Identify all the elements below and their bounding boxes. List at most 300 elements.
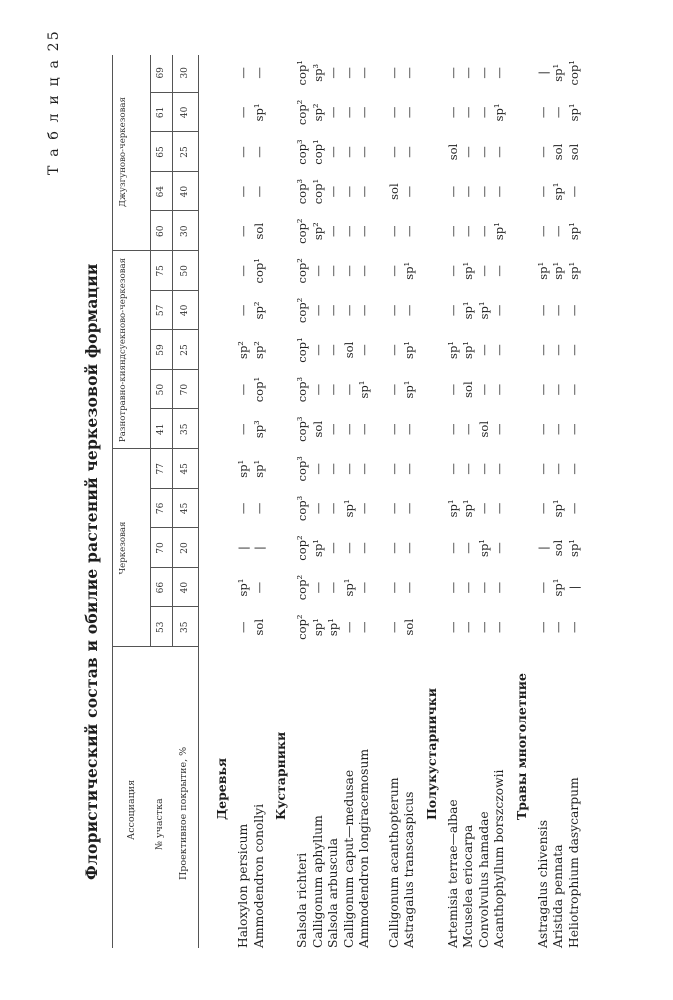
species-name: Haloxylon persicum	[236, 823, 250, 948]
abundance-cell: —	[236, 106, 250, 119]
abundance-cell: —	[341, 225, 356, 237]
rule-col	[150, 408, 198, 409]
abundance-cell: —	[357, 344, 371, 356]
coverage-value: 40	[180, 581, 190, 594]
rule-header-bottom	[198, 55, 199, 948]
abundance-cell	[551, 489, 565, 529]
plot-number: 61	[156, 106, 166, 119]
abundance-cell: —	[236, 265, 250, 277]
abundance-cell	[236, 330, 250, 370]
abundance-value: sp¹	[551, 499, 565, 518]
abundance-cell: sol	[386, 183, 401, 200]
abundance-cell: —	[535, 344, 550, 356]
abundance-cell: sol	[251, 222, 266, 240]
abundance-value: cop²	[295, 574, 309, 601]
rule-col	[150, 210, 198, 211]
abundance-cell: —	[535, 225, 550, 237]
abundance-cell: —	[326, 463, 340, 475]
abundance-cell	[461, 251, 475, 291]
abundance-value: sp¹	[551, 261, 565, 280]
abundance-cell: —	[402, 463, 416, 475]
abundance-cell: —	[445, 621, 460, 633]
abundance-cell: —	[445, 304, 460, 317]
species-name: Ammodendron longiracemosum	[357, 748, 371, 948]
abundance-cell: —	[386, 106, 401, 119]
abundance-cell: —	[236, 423, 250, 435]
abundance-cell: —	[402, 542, 416, 554]
abundance-cell: —	[386, 344, 401, 356]
abundance-cell: —	[402, 304, 416, 317]
abundance-cell	[461, 330, 475, 370]
abundance-value: sp²	[251, 301, 266, 320]
abundance-cell: —	[236, 146, 250, 158]
abundance-value: cop²	[295, 535, 309, 561]
abundance-cell	[567, 53, 581, 93]
abundance-cell	[402, 330, 416, 370]
abundance-cell: —	[461, 225, 475, 237]
abundance-value: sp¹	[236, 578, 250, 597]
coverage-value: 40	[180, 106, 190, 119]
abundance-cell: —	[445, 106, 460, 119]
abundance-cell: —	[492, 383, 506, 396]
abundance-cell: —	[566, 621, 581, 633]
abundance-cell	[461, 291, 475, 331]
abundance-value: cop¹	[251, 376, 266, 403]
abundance-cell: —	[310, 502, 325, 515]
abundance-cell: —	[492, 304, 506, 317]
plot-number: 64	[156, 185, 166, 198]
abundance-cell: —	[566, 185, 581, 198]
abundance-cell: —	[251, 146, 266, 158]
abundance-value: cop³	[295, 376, 309, 403]
coverage-value: 30	[180, 225, 190, 237]
abundance-cell: —	[386, 265, 401, 277]
abundance-cell: —	[402, 225, 416, 237]
coverage-value: 45	[180, 463, 190, 475]
abundance-cell	[446, 330, 460, 370]
abundance-cell: —	[251, 185, 266, 198]
abundance-cell: —	[445, 423, 460, 435]
abundance-value: cop²	[295, 297, 309, 324]
rule-col	[150, 171, 198, 172]
abundance-cell: —	[326, 304, 340, 317]
abundance-value: sp¹	[251, 459, 266, 478]
abundance-value: cop¹	[310, 139, 325, 165]
abundance-value: sp¹	[310, 539, 325, 557]
abundance-cell: —	[492, 146, 506, 158]
abundance-cell: —	[386, 542, 401, 554]
abundance-cell	[295, 93, 309, 133]
rule-col	[150, 567, 198, 568]
abundance-cell: sol	[341, 341, 356, 359]
category-heading: Кустарники	[273, 731, 288, 820]
abundance-cell: —	[326, 225, 340, 237]
abundance-cell: —	[566, 463, 581, 475]
abundance-cell: —	[551, 423, 565, 435]
rule-col	[150, 369, 198, 370]
abundance-cell: —	[461, 621, 475, 633]
abundance-cell: —	[551, 621, 565, 633]
abundance-cell: —	[492, 185, 506, 198]
abundance-cell	[567, 528, 581, 568]
species-name: Mcuselea eriocarpa	[461, 824, 475, 948]
abundance-cell: —	[357, 146, 371, 158]
abundance-cell: sol	[476, 420, 491, 438]
abundance-cell: —	[326, 265, 340, 277]
species-name: Astragalus chivensis	[535, 819, 550, 948]
abundance-value: sp¹	[476, 301, 491, 320]
abundance-value: sp¹	[551, 182, 565, 201]
abundance-cell	[551, 172, 565, 212]
plot-number: 69	[156, 67, 166, 79]
abundance-cell: —	[476, 581, 491, 594]
group-label: Разнотравно-кияндсуекново-черкезовая	[118, 257, 128, 443]
abundance-value: sp¹	[566, 261, 581, 280]
coverage-value: 70	[180, 383, 190, 396]
abundance-value: cop³	[295, 178, 309, 205]
abundance-cell	[461, 489, 475, 529]
abundance-cell: —	[492, 463, 506, 475]
rule-top	[112, 55, 113, 948]
rule-col	[150, 131, 198, 132]
abundance-value: sp¹	[461, 261, 475, 280]
abundance-cell: —	[386, 304, 401, 317]
abundance-cell: sol	[461, 381, 475, 398]
species-name: Artemisia terrae—albae	[445, 799, 460, 948]
plot-number: 70	[156, 542, 166, 554]
abundance-cell: —	[476, 463, 491, 475]
abundance-cell: —	[551, 225, 565, 237]
abundance-value: cop³	[295, 456, 309, 482]
abundance-cell: —	[326, 383, 340, 396]
table-title: Флористический состав и обилие растений черкезовой формации	[82, 263, 101, 880]
abundance-cell: —	[551, 344, 565, 356]
abundance-cell: |	[535, 70, 550, 75]
plot-number: 66	[156, 581, 166, 594]
abundance-cell: —	[357, 542, 371, 554]
abundance-cell: —	[566, 344, 581, 356]
abundance-cell	[357, 370, 371, 410]
abundance-value: cop³	[295, 139, 309, 165]
abundance-cell: —	[445, 581, 460, 594]
abundance-cell: —	[492, 423, 506, 435]
plot-number: 77	[156, 463, 166, 475]
abundance-value: sp¹	[236, 459, 250, 478]
abundance-cell	[311, 172, 325, 212]
abundance-cell	[295, 568, 309, 608]
abundance-cell: —	[535, 502, 550, 515]
abundance-cell	[311, 132, 325, 172]
abundance-cell: —	[357, 225, 371, 237]
abundance-value: cop²	[295, 614, 309, 640]
species-name: Calligonum caput—medusae	[341, 769, 356, 948]
abundance-value: cop³	[295, 495, 309, 522]
abundance-cell: —	[326, 106, 340, 119]
coverage-value: 20	[180, 542, 190, 554]
abundance-cell	[295, 528, 309, 568]
rule-group	[150, 55, 151, 647]
abundance-cell: —	[386, 146, 401, 158]
abundance-cell	[295, 330, 309, 370]
abundance-value: sp¹	[310, 618, 325, 637]
abundance-cell: —	[402, 146, 416, 158]
plot-number: 59	[156, 344, 166, 356]
abundance-cell: —	[402, 185, 416, 198]
abundance-cell: —	[341, 542, 356, 554]
abundance-cell: —	[445, 265, 460, 277]
abundance-cell: —	[461, 146, 475, 158]
abundance-cell: —	[326, 146, 340, 158]
coverage-value: 25	[180, 344, 190, 356]
abundance-cell: —	[386, 581, 401, 594]
abundance-cell: —	[310, 344, 325, 356]
abundance-cell: sol	[445, 143, 460, 161]
abundance-value: sp¹	[492, 103, 506, 122]
abundance-cell: —	[566, 383, 581, 396]
abundance-value: sp³	[310, 63, 325, 82]
abundance-value: sp³	[251, 420, 266, 439]
rule-col	[150, 290, 198, 291]
coverage-value: 40	[180, 304, 190, 317]
abundance-value: cop¹	[566, 60, 581, 86]
plot-number: 50	[156, 383, 166, 396]
abundance-cell: —	[357, 502, 371, 515]
abundance-cell: —	[357, 67, 371, 79]
abundance-cell: —	[357, 423, 371, 435]
abundance-cell: —	[492, 344, 506, 356]
abundance-cell: —	[386, 621, 401, 633]
abundance-cell	[402, 370, 416, 410]
abundance-cell: —	[402, 581, 416, 594]
abundance-cell: sol	[402, 618, 416, 636]
abundance-cell	[295, 211, 309, 251]
abundance-value: sp²	[310, 103, 325, 122]
abundance-cell: —	[402, 502, 416, 515]
coverage-label: Проективное покрытие, %	[178, 746, 189, 880]
abundance-cell: —	[535, 463, 550, 475]
abundance-value: sp¹	[402, 341, 416, 359]
abundance-cell	[492, 211, 506, 251]
abundance-cell: —	[341, 185, 356, 198]
abundance-cell: —	[326, 67, 340, 79]
abundance-cell: —	[461, 542, 475, 554]
abundance-cell: —	[461, 423, 475, 435]
abundance-cell: —	[251, 502, 266, 515]
abundance-cell: —	[551, 383, 565, 396]
rule-col	[150, 527, 198, 528]
category-heading: Деревья	[214, 757, 229, 820]
abundance-cell	[252, 370, 266, 410]
abundance-cell: —	[551, 304, 565, 317]
abundance-cell: —	[386, 225, 401, 237]
abundance-value: sp¹	[535, 261, 550, 280]
abundance-cell: —	[476, 621, 491, 633]
abundance-value: sp²	[236, 341, 250, 359]
abundance-cell	[252, 449, 266, 489]
abundance-cell: —	[445, 383, 460, 396]
abundance-value: cop²	[295, 218, 309, 244]
coverage-value: 45	[180, 502, 190, 515]
abundance-cell: —	[461, 67, 475, 79]
abundance-cell: —	[326, 185, 340, 198]
abundance-cell: —	[461, 463, 475, 475]
abundance-value: sp¹	[492, 222, 506, 241]
abundance-cell: —	[492, 67, 506, 79]
abundance-cell	[567, 251, 581, 291]
abundance-cell: —	[386, 502, 401, 515]
plot-number: 57	[156, 304, 166, 317]
abundance-cell	[311, 607, 325, 647]
abundance-cell: |	[566, 585, 581, 590]
coverage-value: 25	[180, 146, 190, 158]
coverage-value: 40	[180, 185, 190, 198]
abundance-cell: —	[236, 621, 250, 633]
abundance-cell: sol	[251, 618, 266, 636]
abundance-value: cop¹	[295, 60, 309, 86]
plot-number: 76	[156, 502, 166, 515]
abundance-cell: |	[535, 546, 550, 550]
species-name: Calligonum acanthopterum	[386, 777, 401, 948]
abundance-cell	[477, 291, 491, 331]
abundance-cell	[295, 251, 309, 291]
abundance-value: sp¹	[445, 499, 460, 518]
abundance-cell	[295, 291, 309, 331]
abundance-value: sp¹	[551, 63, 565, 82]
abundance-value: sp¹	[461, 341, 475, 359]
abundance-value: sp¹	[341, 578, 356, 597]
abundance-cell	[295, 370, 309, 410]
abundance-cell: —	[492, 621, 506, 633]
abundance-cell	[492, 93, 506, 133]
abundance-value: sp¹	[551, 578, 565, 597]
abundance-cell: —	[461, 185, 475, 198]
abundance-cell: —	[357, 185, 371, 198]
abundance-cell	[477, 528, 491, 568]
abundance-cell	[536, 251, 550, 291]
abundance-cell	[252, 330, 266, 370]
rule-plot	[172, 55, 173, 647]
abundance-cell: —	[236, 225, 250, 237]
abundance-value: sp¹	[566, 539, 581, 557]
abundance-value: sp¹	[341, 499, 356, 518]
rule-col	[150, 606, 198, 607]
abundance-cell	[446, 489, 460, 529]
abundance-cell: —	[357, 265, 371, 277]
abundance-value: cop²	[295, 258, 309, 284]
abundance-cell: —	[386, 383, 401, 396]
abundance-cell	[551, 53, 565, 93]
abundance-cell: —	[326, 423, 340, 435]
abundance-cell: —	[461, 581, 475, 594]
abundance-cell: —	[251, 581, 266, 594]
abundance-cell: —	[341, 423, 356, 435]
abundance-cell: —	[445, 225, 460, 237]
abundance-cell: —	[445, 542, 460, 554]
abundance-cell: —	[236, 304, 250, 317]
abundance-cell	[252, 291, 266, 331]
abundance-cell: —	[476, 383, 491, 396]
plot-number: 41	[156, 423, 166, 435]
abundance-cell: —	[357, 581, 371, 594]
abundance-cell: —	[535, 423, 550, 435]
abundance-cell	[311, 211, 325, 251]
plot-number: 60	[156, 225, 166, 237]
abundance-cell: —	[535, 581, 550, 594]
species-name: Ammodendron conollyi	[251, 803, 266, 948]
abundance-cell	[252, 409, 266, 449]
plot-number: 75	[156, 265, 166, 277]
abundance-cell	[551, 568, 565, 608]
abundance-cell: —	[341, 106, 356, 119]
abundance-cell	[567, 93, 581, 133]
abundance-cell: —	[341, 146, 356, 158]
abundance-cell: —	[357, 463, 371, 475]
abundance-cell: —	[402, 423, 416, 435]
abundance-cell: —	[341, 463, 356, 475]
plot-number: 65	[156, 146, 166, 158]
abundance-cell: —	[476, 502, 491, 515]
abundance-cell	[295, 607, 309, 647]
abundance-cell: —	[357, 106, 371, 119]
abundance-value: sp¹	[402, 261, 416, 280]
abundance-cell: —	[551, 463, 565, 475]
rule-group-sep	[112, 250, 198, 251]
abundance-cell: —	[445, 463, 460, 475]
abundance-cell: —	[236, 67, 250, 79]
abundance-cell	[342, 568, 356, 608]
species-name: Salsola richteri	[295, 852, 309, 948]
abundance-value: cop¹	[310, 178, 325, 205]
abundance-cell: |	[251, 546, 266, 550]
abundance-value: sp²	[251, 341, 266, 359]
abundance-cell: —	[326, 581, 340, 594]
abundance-value: cop¹	[295, 337, 309, 363]
abundance-value: sp¹	[357, 380, 371, 399]
abundance-cell	[402, 251, 416, 291]
abundance-cell	[295, 449, 309, 489]
abundance-cell: —	[341, 67, 356, 79]
abundance-value: cop²	[295, 99, 309, 126]
abundance-cell: —	[341, 304, 356, 317]
abundance-cell: —	[341, 265, 356, 277]
abundance-cell: —	[476, 106, 491, 119]
abundance-cell	[252, 251, 266, 291]
abundance-cell: —	[310, 463, 325, 475]
abundance-cell: —	[386, 423, 401, 435]
rule-group-sep	[112, 448, 198, 449]
abundance-cell: —	[476, 265, 491, 277]
abundance-value: sp¹	[402, 380, 416, 399]
abundance-value: cop¹	[251, 258, 266, 284]
abundance-cell	[236, 568, 250, 608]
abundance-value: sp¹	[326, 618, 340, 637]
abundance-value: sp¹	[461, 499, 475, 518]
species-name: Salsola arbuscula	[326, 838, 340, 948]
abundance-cell: —	[326, 502, 340, 515]
coverage-value: 30	[180, 67, 190, 79]
abundance-cell: —	[551, 106, 565, 119]
abundance-cell	[311, 53, 325, 93]
abundance-cell: —	[535, 146, 550, 158]
coverage-value: 35	[180, 423, 190, 435]
rule-label-col	[112, 646, 198, 647]
abundance-value: sp¹	[461, 301, 475, 320]
species-name: Convolvulus hamadae	[476, 811, 491, 948]
abundance-value: sp²	[310, 222, 325, 241]
abundance-cell: —	[251, 67, 266, 79]
abundance-cell: —	[402, 106, 416, 119]
abundance-cell: —	[566, 502, 581, 515]
